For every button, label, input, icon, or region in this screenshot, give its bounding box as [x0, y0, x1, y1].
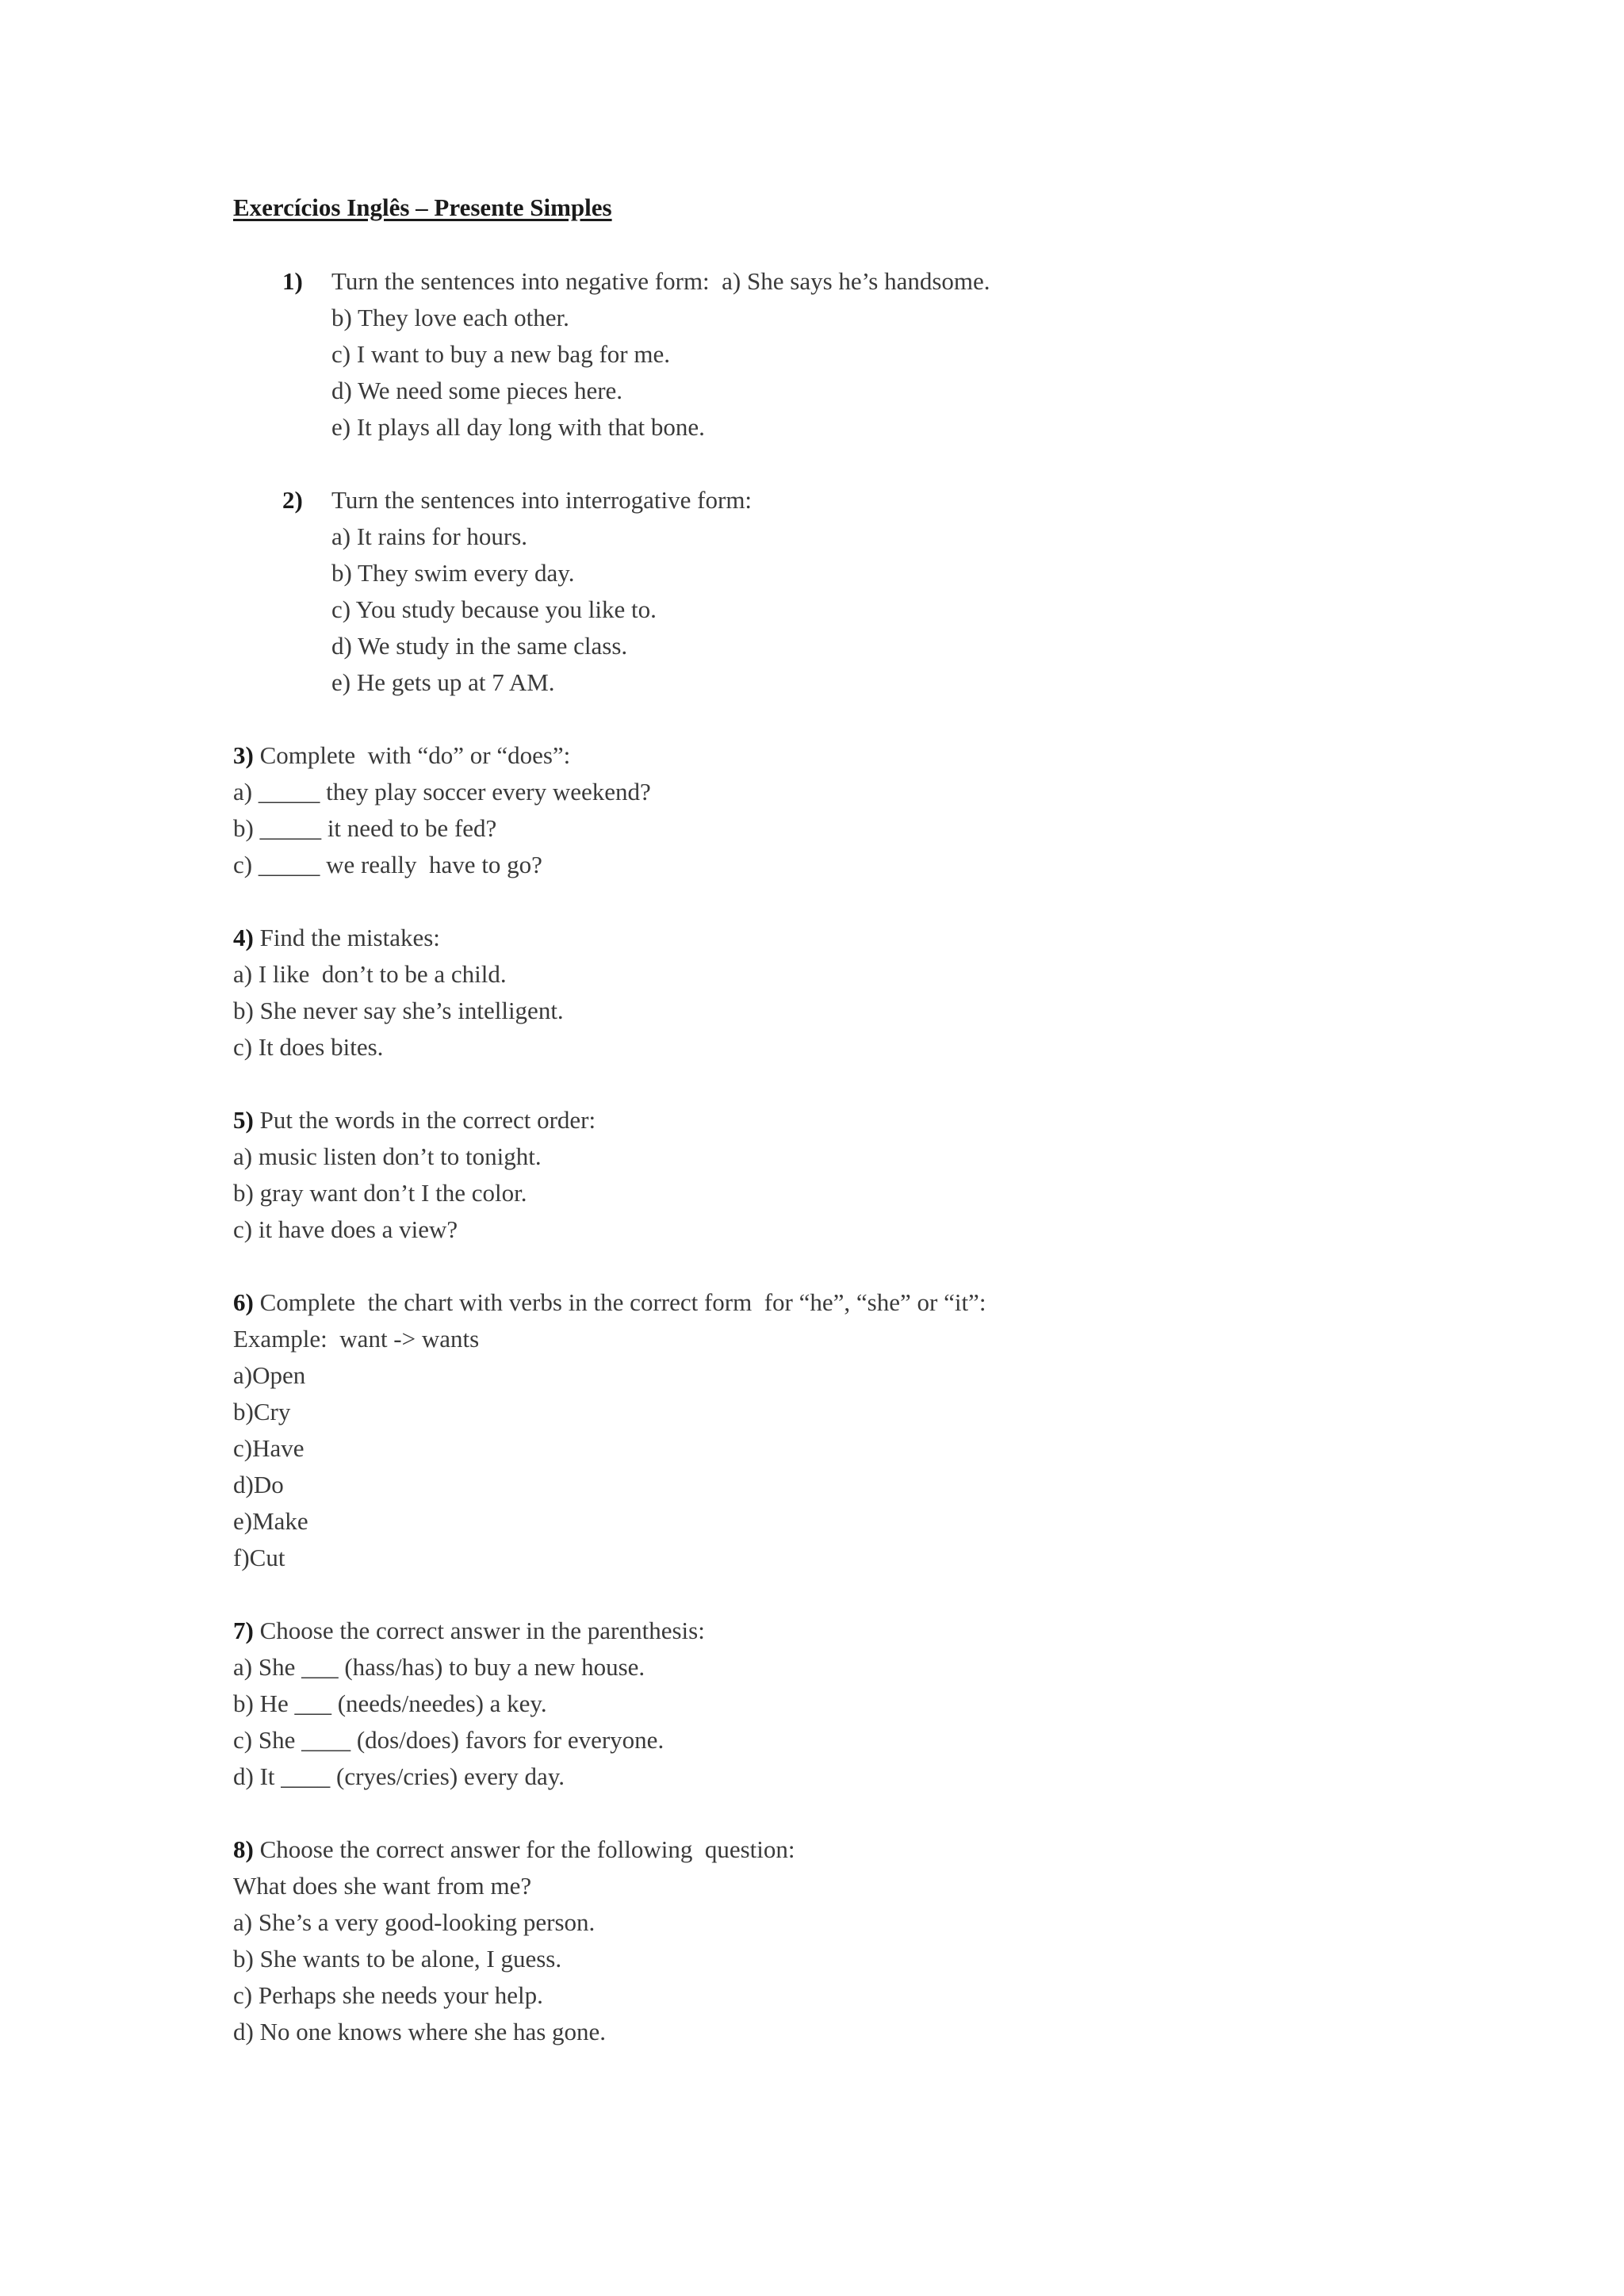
q5-item-b: b) gray want don’t I the color.: [233, 1179, 527, 1207]
q4-prompt: Find the mistakes:: [253, 924, 440, 951]
q1-prompt: Turn the sentences into negative form: a) She says he’s handsome.: [331, 267, 990, 295]
q4-number: 4): [233, 924, 254, 951]
q1-item-e: e) It plays all day long with that bone.: [331, 413, 705, 441]
q6-item-b: b)Cry: [233, 1398, 291, 1425]
q8-item-a: a) She’s a very good-looking person.: [233, 1908, 596, 1936]
q2-item-a: a) It rains for hours.: [331, 522, 528, 550]
q8-heading: [233, 1835, 795, 1864]
q7-heading: [233, 1617, 705, 1645]
q8-item-b: b) She wants to be alone, I guess.: [233, 1945, 562, 1973]
q7-item-a: a) She ___ (hass/has) to buy a new house.: [233, 1653, 645, 1681]
q5-heading: [233, 1106, 596, 1135]
q4-heading: [233, 924, 440, 952]
q6-item-d: d)Do: [233, 1471, 284, 1498]
q2-item-e: e) He gets up at 7 AM.: [331, 668, 555, 696]
q7-number: 7): [233, 1617, 254, 1644]
q3-prompt: Complete with “do” or “does”:: [253, 741, 571, 769]
q1-number: 1): [282, 267, 303, 295]
q8-item-d: d) No one knows where she has gone.: [233, 2018, 607, 2045]
q6-item-f: f)Cut: [233, 1544, 285, 1571]
q6-number: 6): [233, 1288, 254, 1316]
q7-item-c: c) She ____ (dos/does) favors for everyone.: [233, 1726, 665, 1754]
q4-item-c: c) It does bites.: [233, 1033, 384, 1061]
q5-item-a: a) music listen don’t to tonight.: [233, 1142, 542, 1170]
q6-item-a: a)Open: [233, 1361, 306, 1389]
q7-item-d: d) It ____ (cryes/cries) every day.: [233, 1762, 565, 1790]
q3-item-c: c) _____ we really have to go?: [233, 851, 542, 878]
q8-item-c: c) Perhaps she needs your help.: [233, 1981, 543, 2009]
q2-item-d: d) We study in the same class.: [331, 632, 628, 660]
q2-item-c: c) You study because you like to.: [331, 595, 657, 623]
q3-item-b: b) _____ it need to be fed?: [233, 814, 497, 842]
q8-question: What does she want from me?: [233, 1872, 532, 1900]
q1-item-b: b) They love each other.: [331, 304, 569, 331]
q6-example: Example: want -> wants: [233, 1325, 480, 1353]
q3-number: 3): [233, 741, 254, 769]
q3-heading: [233, 741, 570, 770]
q3-item-a: a) _____ they play soccer every weekend?: [233, 778, 651, 806]
q1-item-c: c) I want to buy a new bag for me.: [331, 340, 670, 368]
q2-prompt: Turn the sentences into interrogative form:: [331, 486, 753, 514]
q6-heading: [233, 1288, 986, 1317]
q7-prompt: Choose the correct answer in the parenthesis:: [253, 1617, 705, 1644]
q2-item-b: b) They swim every day.: [331, 559, 575, 587]
q2-number: 2): [282, 486, 303, 514]
q1-item-d: d) We need some pieces here.: [331, 377, 623, 404]
q5-prompt: Put the words in the correct order:: [253, 1106, 596, 1134]
q6-prompt: Complete the chart with verbs in the correct form for “he”, “she” or “it”:: [253, 1288, 986, 1316]
q4-item-a: a) I like don’t to be a child.: [233, 960, 507, 988]
q6-item-e: e)Make: [233, 1507, 308, 1535]
q6-item-c: c)Have: [233, 1434, 304, 1462]
q5-number: 5): [233, 1106, 254, 1134]
document-title: Exercícios Inglês – Presente Simples: [233, 193, 612, 221]
q4-item-b: b) She never say she’s intelligent.: [233, 997, 564, 1024]
q5-item-c: c) it have does a view?: [233, 1215, 458, 1243]
q8-number: 8): [233, 1835, 254, 1863]
q8-prompt: Choose the correct answer for the following question:: [253, 1835, 795, 1863]
q7-item-b: b) He ___ (needs/needes) a key.: [233, 1689, 547, 1717]
